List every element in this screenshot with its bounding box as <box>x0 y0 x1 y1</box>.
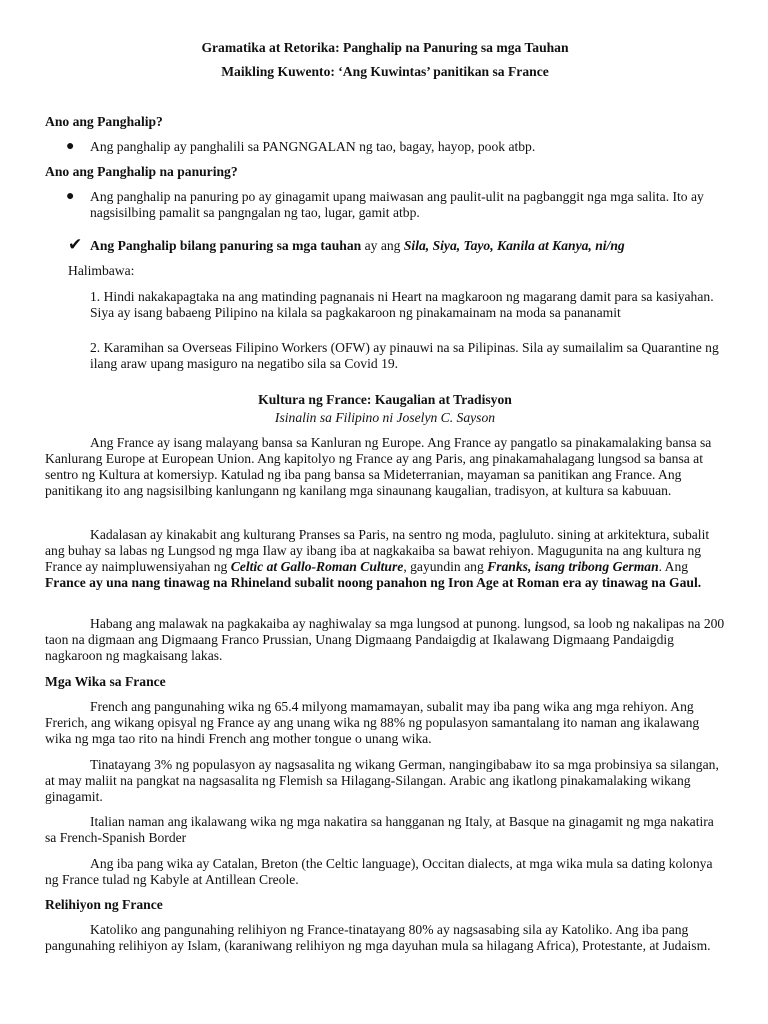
bullet-text-1: Ang panghalip ay panghalili sa PANGNGALAN ng tao, bagay, hayop, pook atbp. <box>90 139 536 154</box>
paragraph-kultura-1: Ang France ay isang malayang bansa sa Kanluran ng Europe. Ang France ay pangatlo sa pinakamalaking bansa sa Kanlurang Europe at European Union. Ang kapitolyo ng France ay ang Paris, ang pinakamahalagang lungsod sa bansa at sentro ng Kultura at komersiyp. Katulad ng iba pang bansa sa Mideterranian, mayaman sa panitikan ang France. Ang panitikang ito ang nagsisilbing kanlungann ng kanilang mga sinaunang kaugalian, tradisyon, at kultura sa kabuuan. <box>45 435 712 498</box>
panuring-middle-text: ay ang <box>361 238 404 253</box>
heading-ano-ang-panghalip: Ano ang Panghalip? <box>45 114 163 129</box>
paragraph-wika-2: Tinatayang 3% ng populasyon ay nagsasalita ng wikang German, nangingibabaw ito sa mga probinsiya sa silangan, at may maliit na pangkat na nagsasalita ng Flemish sa Hilagang-Silangan. Arabic ang ikatlong pinakamalaking wikang ginagamit. <box>45 757 719 804</box>
bullet-icon: ● <box>66 189 75 204</box>
document-title: Gramatika at Retorika: Panghalip na Panuring sa mga Tauhan <box>201 40 569 55</box>
panuring-pronouns: Sila, Siya, Tayo, Kanila at Kanya, ni/ng <box>403 238 625 253</box>
paragraph-kultura-2: Kadalasan ay kinakabit ang kulturang Pranses sa Paris, na sentro ng moda, pagluluto. sining at arkitektura, subalit ang buhay sa labas ng Lungsod ng mga Ilaw ay ibang iba at nagkakaiba sa bawat rehiyon. Magugunita na ang kultura ng France ay naimpluwensiyahan ng Celtic at Gallo-Roman Culture, gayundin ang Franks, isang tribong German. Ang France ay una nang tinawag na Rhineland subalit noong panahon ng Iron Age at Roman era ay tinawag na Gaul. <box>45 527 710 590</box>
section-title-kultura: Kultura ng France: Kaugalian at Tradisyon <box>258 392 512 407</box>
document-subtitle: Maikling Kuwento: ‘Ang Kuwintas’ panitikan sa France <box>221 64 549 79</box>
bullet-icon: ● <box>66 139 75 154</box>
heading-relihiyon: Relihiyon ng France <box>45 897 163 912</box>
panuring-statement <box>90 238 715 254</box>
panuring-bold-text: Ang Panghalip bilang panuring sa mga tauhan <box>90 238 362 253</box>
bullet-text-2: Ang panghalip na panuring po ay ginagamit upang maiwasan ang paulit-ulit na pagbanggit nga mga salita. Ito ay nagsisilbing pamalit sa pangngalan ng tao, lugar, gamit atbp. <box>90 189 704 220</box>
heading-panghalip-na-panuring: Ano ang Panghalip na panuring? <box>45 164 238 179</box>
translator-byline: Isinalin sa Filipino ni Joselyn C. Sayson <box>274 410 496 425</box>
heading-mga-wika: Mga Wika sa France <box>45 674 166 689</box>
example-item-1: 1. Hindi nakakapagtaka na ang matinding pagnanais ni Heart na magkaroon ng magarang damit para sa kasiyahan. Siya ay isang babaeng Pilipino na kilala sa pagkakaroon ng pinakamainam na moda sa pananamit <box>90 289 714 320</box>
paragraph-wika-3: Italian naman ang ikalawang wika ng mga nakatira sa hangganan ng Italy, at Basque na ginagamit ng mga nakatira sa French-Spanish Border <box>45 814 714 845</box>
halimbawa-label: Halimbawa: <box>68 263 135 278</box>
paragraph-wika-4: Ang iba pang wika ay Catalan, Breton (the Celtic language), Occitan dialects, at mga wika mula sa dating kolonya ng France tulad ng Kabyle at Antillean Creole. <box>45 856 713 887</box>
checkmark-icon: ✔ <box>68 235 83 255</box>
paragraph-relihiyon-1: Katoliko ang pangunahing relihiyon ng France-tinatayang 80% ay nagsasabing sila ay Katoliko. Ang iba pang pangunahing relihiyon ay Islam, (karaniwang relihiyon ng mga dayuhan mula sa hilagang Africa), Protestante, at Judaism. <box>45 922 711 953</box>
paragraph-wika-1: French ang pangunahing wika ng 65.4 milyong mamamayan, subalit may iba pang wika ang mga rehiyon. Ang Frerich, ang wikang opisyal ng France ay ang unang wika ng 88% ng populasyon samantalang ito naman ang ikalawang wika ng mga tao rito na hindi French ang mother tongue o unang wika. <box>45 699 700 746</box>
paragraph-kultura-3: Habang ang malawak na pagkakaiba ay naghiwalay sa mga lungsod at punong. lungsod, sa loob ng nakalipas na 200 taon na digmaan ang Digmaang Franco Prussian, Unang Digmaang Pandaigdig at Ikalawang Digmaang Pandaigdig nagkaroon ng magkaisang lakas. <box>45 616 725 663</box>
example-item-2: 2. Karamihan sa Overseas Filipino Workers (OFW) ay pinauwi na sa Pilipinas. Sila ay sumailalim sa Quarantine ng ilang araw upang masiguro na negatibo sila sa Covid 19. <box>90 340 719 371</box>
